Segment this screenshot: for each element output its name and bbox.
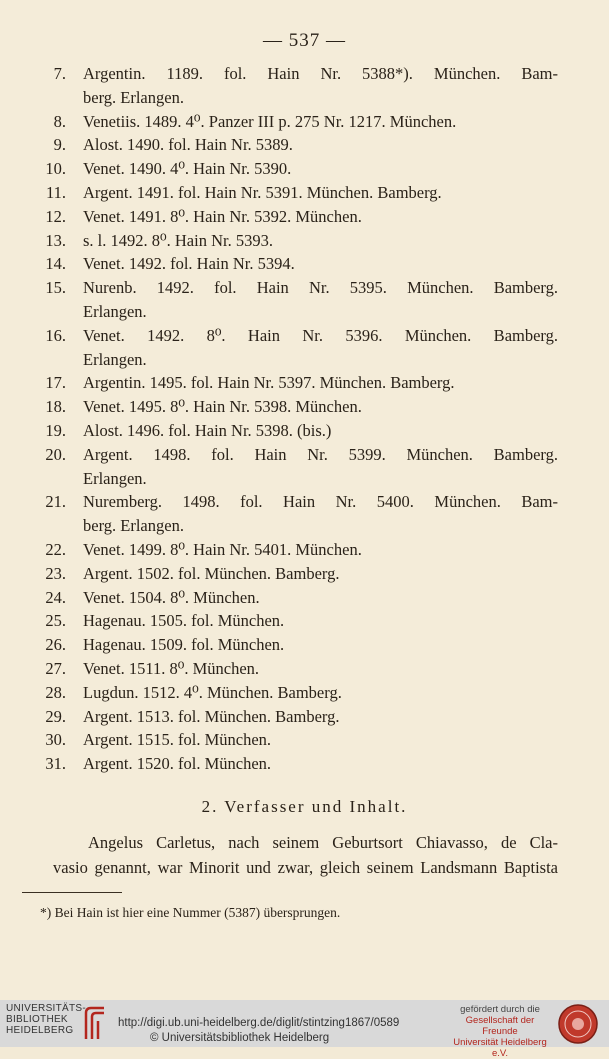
entry-text: Alost. 1496. fol. Hain Nr. 5398. (bis.) <box>83 420 332 440</box>
edition-entry <box>0 728 609 752</box>
edition-entry <box>0 609 609 633</box>
edition-entry <box>0 586 609 610</box>
entry-number: 11. <box>45 182 66 202</box>
edition-entry <box>0 443 609 491</box>
entry-text: Argent. 1515. fol. München. <box>83 730 272 750</box>
entry-text: Argent. 1502. fol. München. Bamberg. <box>83 563 340 583</box>
entry-text: Nurenb. 1492. fol. Hain Nr. 5395. München. Bamberg. <box>83 278 558 298</box>
edition-entry <box>0 562 609 586</box>
sponsor-line: Gesellschaft der Freunde <box>465 1015 535 1037</box>
edition-entry <box>0 633 609 657</box>
edition-entry <box>0 419 609 443</box>
edition-entry <box>0 395 609 419</box>
entry-number: 23. <box>45 563 66 583</box>
library-name-line: HEIDELBERG <box>6 1025 74 1036</box>
entry-text: Lugdun. 1512. 4⁰. München. Bamberg. <box>83 682 342 702</box>
entry-text: Venet. 1499. 8⁰. Hain Nr. 5401. München. <box>83 539 362 559</box>
paragraph-line: Angelus Carletus, nach seinem Geburtsort Chiavasso, de Cla- <box>88 833 558 852</box>
entry-text: Venet. 1495. 8⁰. Hain Nr. 5398. München. <box>83 397 362 417</box>
entry-number: 28. <box>45 682 66 702</box>
paragraph-line: vasio genannt, war Minorit und zwar, gleich seinem Landsmann Baptista <box>53 858 558 877</box>
edition-list <box>0 62 609 776</box>
edition-entry <box>0 752 609 776</box>
entry-text: Argent. 1491. fol. Hain Nr. 5391. München. Bamberg. <box>83 182 442 202</box>
library-name <box>6 1003 86 1036</box>
footer-bar <box>0 1000 609 1059</box>
entry-number: 9. <box>53 135 66 155</box>
entry-text: Venet. 1490. 4⁰. Hain Nr. 5390. <box>83 159 292 179</box>
entry-text: Hagenau. 1509. fol. München. <box>83 635 285 655</box>
entry-continuation: Erlangen. <box>83 349 147 369</box>
entry-text: s. l. 1492. 8⁰. Hain Nr. 5393. <box>83 230 273 250</box>
edition-entry <box>0 490 609 538</box>
entry-number: 31. <box>45 754 66 774</box>
edition-entry <box>0 324 609 372</box>
edition-entry <box>0 705 609 729</box>
entry-continuation: berg. Erlangen. <box>83 516 184 536</box>
entry-number: 17. <box>45 373 66 393</box>
entry-text: Argent. 1513. fol. München. Bamberg. <box>83 706 340 726</box>
entry-text: Nuremberg. 1498. fol. Hain Nr. 5400. München. Bam- <box>83 492 558 512</box>
university-seal-icon <box>557 1003 599 1045</box>
entry-text: Venet. 1492. 8⁰. Hain Nr. 5396. München. Bamberg. <box>83 325 558 345</box>
entry-number: 21. <box>45 492 66 512</box>
library-name-line: UNIVERSITÄTS- <box>6 1003 87 1014</box>
entry-number: 26. <box>45 635 66 655</box>
entry-number: 14. <box>45 254 66 274</box>
entry-number: 18. <box>45 397 66 417</box>
entry-text: Venet. 1504. 8⁰. München. <box>83 587 260 607</box>
edition-entry <box>0 681 609 705</box>
entry-number: 20. <box>45 444 66 464</box>
entry-number: 10. <box>45 159 66 179</box>
edition-entry <box>0 252 609 276</box>
sponsor-line: Universität Heidelberg e.V. <box>453 1037 547 1059</box>
edition-entry <box>0 133 609 157</box>
footnote-rule <box>22 892 122 893</box>
edition-entry <box>0 157 609 181</box>
page-number: — 537 — <box>263 30 346 51</box>
library-name-line: BIBLIOTHEK <box>6 1014 68 1025</box>
edition-entry <box>0 110 609 134</box>
entry-number: 30. <box>45 730 66 750</box>
edition-entry <box>0 538 609 562</box>
entry-number: 22. <box>45 539 66 559</box>
edition-entry <box>0 657 609 681</box>
entry-number: 25. <box>45 611 66 631</box>
entry-number: 15. <box>45 278 66 298</box>
library-logo-icon <box>82 1005 108 1041</box>
footnote: *) Bei Hain ist hier eine Nummer (5387) übersprungen. <box>40 905 341 920</box>
entry-text: Hagenau. 1505. fol. München. <box>83 611 285 631</box>
entry-number: 13. <box>45 230 66 250</box>
entry-number: 7. <box>53 64 66 83</box>
sponsor-line: gefördert durch die <box>460 1004 540 1015</box>
entry-text: Argent. 1498. fol. Hain Nr. 5399. München. Bamberg. <box>83 444 558 464</box>
entry-continuation: Erlangen. <box>83 301 147 321</box>
edition-entry <box>0 276 609 324</box>
entry-number: 12. <box>45 206 66 226</box>
edition-entry <box>0 205 609 229</box>
edition-entry <box>0 62 609 110</box>
copyright-notice: © Universitätsbibliothek Heidelberg <box>150 1032 330 1044</box>
entry-continuation: Erlangen. <box>83 468 147 488</box>
entry-text: Venetiis. 1489. 4⁰. Panzer III p. 275 Nr. 1217. München. <box>83 111 457 131</box>
entry-number: 29. <box>45 706 66 726</box>
entry-number: 8. <box>53 111 66 131</box>
entry-text: Argent. 1520. fol. München. <box>83 754 272 774</box>
entry-text: Venet. 1511. 8⁰. München. <box>83 658 260 678</box>
citation-url-link[interactable]: http://digi.ub.uni-heidelberg.de/diglit/stintzing1867/0589 <box>118 1017 400 1029</box>
entry-number: 24. <box>45 587 66 607</box>
section-heading: 2. Verfasser und Inhalt. <box>201 797 408 816</box>
entry-text: Alost. 1490. fol. Hain Nr. 5389. <box>83 135 293 155</box>
entry-number: 27. <box>45 658 66 678</box>
edition-entry <box>0 371 609 395</box>
entry-number: 16. <box>45 325 66 345</box>
entry-text: Argentin. 1189. fol. Hain Nr. 5388*). München. Bam- <box>83 64 558 83</box>
entry-number: 19. <box>45 420 66 440</box>
body-paragraph <box>53 830 558 880</box>
edition-entry <box>0 181 609 205</box>
edition-entry <box>0 229 609 253</box>
entry-text: Venet. 1492. fol. Hain Nr. 5394. <box>83 254 295 274</box>
entry-continuation: berg. Erlangen. <box>83 87 184 107</box>
entry-text: Argentin. 1495. fol. Hain Nr. 5397. München. Bamberg. <box>83 373 455 393</box>
sponsor-credit <box>450 1004 550 1059</box>
entry-text: Venet. 1491. 8⁰. Hain Nr. 5392. München. <box>83 206 362 226</box>
